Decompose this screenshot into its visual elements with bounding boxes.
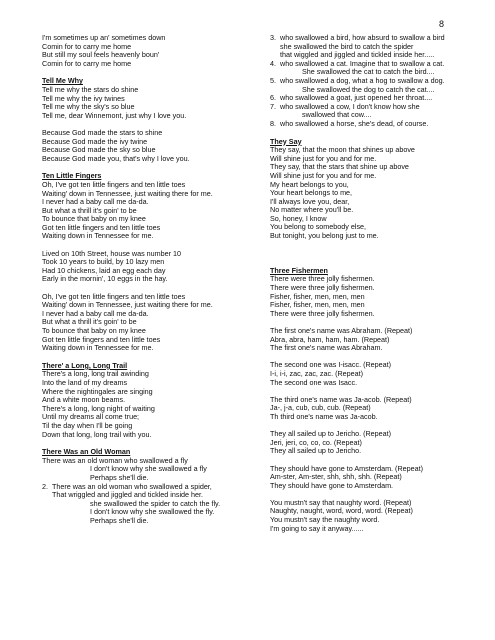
lyric-line: I never had a baby call me da-da. [42,197,149,207]
lyric-line: who swallowed a horse, she's dead, of course. [280,118,429,128]
lyric-line: who swallowed a cat. Imagine that to swallow a cat. [280,58,445,68]
lyric-line: I'll always love you, dear, [270,196,350,206]
song-title: Three Fishermen [270,265,328,275]
lyric-line: Waiting' down in Tennessee, just waiting there for me. [42,188,213,198]
lyric-line: that wiggled and jiggled and tickled inside her..... [280,50,435,60]
lyric-line: They all sailed up to Jericho. [270,446,362,456]
lyric-line: Will shine just for you and for me. [270,153,377,163]
lyric-line: she swallowed the spider to catch the fly. [90,498,221,508]
lyric-line: There's a long, long trail awinding [42,369,149,379]
lyric-line: I'm sometimes up an' sometimes down [42,33,166,42]
lyric-line: Perhaps she'll die. [90,472,149,482]
lyric-line: Because God made the stars to shine [42,127,163,137]
lyric-line: They should have gone to Amsterdam. [270,480,394,490]
lyric-line: who swallowed a cow, I don't know how she [280,101,420,111]
lyric-line: I'm going to say it anyway...... [270,523,364,533]
lyric-line: who swallowed a goat, just opened her throat.... [280,93,433,103]
lyric-line: The second one was Isacc. [270,377,358,387]
right-column [270,34,480,542]
lyric-line: But tonight, you belong just to me. [270,231,379,241]
lyric-line: Abra, abra, ham, ham, ham. (Repeat) [270,334,390,344]
song-title: Tell Me Why [42,76,83,86]
song-ten-little-fingers [42,172,262,352]
song-title: There Was an Old Woman [42,447,131,457]
lyric-line: I never had a baby call me da-da. [42,308,149,318]
lyric-line: There were three jolly fishermen. [270,274,375,284]
lyric-line: Lived on 10th Street, house was number 10 [42,248,182,258]
verse-number: 2. [42,481,48,491]
lyric-line: Will shine just for you and for me. [270,170,377,180]
lyric-line: Tell me why the sky's so blue [42,102,135,112]
lyric-line: They all sailed up to Jericho. (Repeat) [270,429,392,439]
lyric-line: Got ten little fingers and ten little toes [42,222,161,232]
lyric-line: Because God made the sky so blue [42,145,156,155]
lyric-line: You mustn't say that naughty word. (Repeat) [270,497,412,507]
song-long-long-trail [42,362,262,439]
lyric-line: Where the nightingales are singing [42,386,153,396]
verse-number: 8. [270,118,276,128]
song-old-woman [42,448,262,525]
lyric-line: But still my soul feels heavenly boun' [42,50,160,60]
lyric-line: There were three jolly fishermen. [270,283,375,293]
lyric-line: She swallowed the dog to catch the cat.... [302,84,435,94]
lyric-line: But what a thrill it's goin' to be [42,317,137,327]
lyric-line: To bounce that baby on my knee [42,214,146,224]
verse-number: 6. [270,93,276,103]
lyric-line: Oh, I've got ten little fingers and ten little toes [42,291,186,301]
lyric-line: So, honey, I know [270,213,327,223]
lyric-line: who swallowed a dog, what a hog to swallow a dog. [280,75,445,85]
lyric-line: she swallowed the bird to catch the spider [280,41,414,51]
lyric-line: Tell me why the stars do shine [42,84,139,94]
lyric-line: That wriggled and jiggled and tickled inside her. [52,490,204,500]
lyric-line: Tell me why the ivy twines [42,93,125,103]
song-they-say [270,138,480,241]
lyric-line: To bounce that baby on my knee [42,326,146,335]
lyric-line: Had 10 chickens, laid an egg each day [42,265,166,275]
lyric-line: Down that long, long trail with you. [42,429,152,439]
verse-number: 5. [270,75,276,85]
lyric-line: The first one's name was Abraham. (Repeat) [270,326,413,335]
lyric-line: Oh, I've got ten little fingers and ten little toes [42,179,186,189]
left-column [42,34,262,534]
lyric-line: Perhaps she'll die. [90,515,149,525]
lyric-line: They say, that the stars that shine up above [270,162,409,172]
lyric-line: No matter where you'll be. [270,205,354,215]
lyric-line: There's a long, long night of waiting [42,403,155,413]
song-tell-me-why [42,77,262,163]
lyric-line: I-i, i-i, zac, zac, zac. (Repeat) [270,368,364,378]
lyric-line: Into the land of my dreams [42,377,128,387]
lyric-line: But what a thrill it's goin' to be [42,205,137,215]
song-title: They Say [270,136,302,146]
lyric-line: who swallowed a bird, how absurd to swallow a bird [280,33,445,42]
lyric-line: Waiting' down in Tennessee, just waiting there for me. [42,300,213,310]
lyric-line: Waiting down in Tennessee for me. [42,343,154,353]
lyric-line: Tell me, dear Winnemont, just why I love you. [42,110,187,120]
song-three-fishermen [270,267,480,533]
lyric-line: And a white moon beams. [42,395,126,405]
lyric-line: They should have gone to Amsterdam. (Repeat) [270,463,424,473]
lyric-line: Because God made the ivy twine [42,136,148,146]
verse-number: 4. [270,58,276,68]
lyric-line: Fisher, fisher, men, men, men [270,291,365,301]
lyric-line: swallowed that cow.... [302,110,372,120]
lyric-line: My heart belongs to you, [270,179,349,189]
lyric-line: The third one's name was Ja-acob. (Repeat) [270,394,412,404]
lyric-line: Ja-, j-a, cub, cub, cub. (Repeat) [270,403,371,413]
lyric-line: Jeri, jeri, co, co, co. (Repeat) [270,437,362,447]
lyric-line: Your heart belongs to me, [270,188,353,198]
song-title: Ten Little Fingers [42,171,102,181]
lyric-line: I don't know why she swallowed the fly. [90,507,215,517]
page-number: 8 [439,19,445,29]
intro-verse [42,34,262,68]
lyric-line: Got ten little fingers and ten little toes [42,334,161,344]
lyric-line: Comin for to carry me home [42,41,132,51]
numbered-verse [270,120,480,129]
lyric-line: Comin for to carry me home [42,58,132,68]
lyric-line: Waiting down in Tennessee for me. [42,231,154,241]
song-old-woman-continued [270,34,480,129]
lyric-line: She swallowed the cat to catch the bird.... [302,67,435,77]
lyric-line: Took 10 years to build, by 10 lazy men [42,257,165,267]
lyric-line: There were three jolly fishermen. [270,308,375,318]
verse-number: 7. [270,101,276,111]
lyric-line: Am-ster, Am-ster, shh, shh, shh. (Repeat) [270,472,402,482]
lyric-line: Until my dreams all come true; [42,412,140,422]
lyric-line: Naughty, naught, word, word, word. (Repeat) [270,506,413,516]
verse-number: 3. [270,33,276,42]
lyric-line: There was an old woman who swallowed a spider, [52,481,212,491]
lyric-line: Early in the mornin', 10 eggs in the hay. [42,274,168,284]
lyric-line: There was an old woman who swallowed a fly [42,455,188,465]
lyric-line: Til the day when I'll be going [42,420,133,430]
lyric-line: The first one's name was Abraham. [270,343,383,353]
lyric-line: Th third one's name was Ja-acob. [270,411,378,421]
lyric-line: The second one was I-isacc. (Repeat) [270,360,392,370]
lyric-line: I don't know why she swallowed a fly [90,464,207,474]
song-title: There' a Long, Long Trail [42,360,128,370]
lyric-line: Because God made you, that's why I love you. [42,153,190,163]
lyric-line: Fisher, fisher, men, men, men [270,300,365,310]
lyric-line: You mustn't say the naughty word. [270,515,380,525]
lyric-line: They say, that the moon that shines up above [270,145,415,155]
lyric-line: You belong to somebody else, [270,222,367,232]
